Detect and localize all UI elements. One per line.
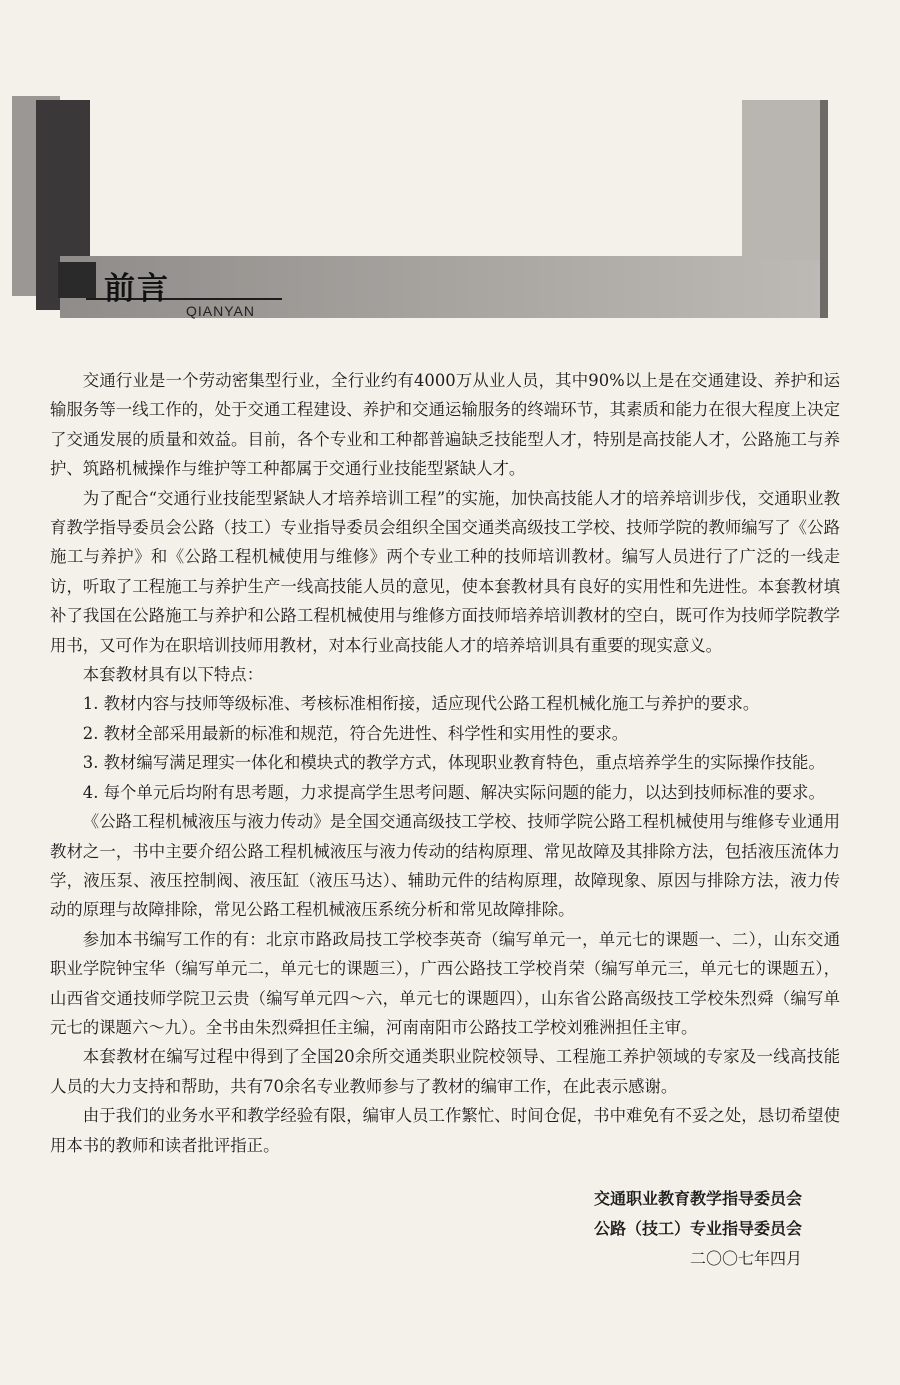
- paragraph: 为了配合“交通行业技能型紧缺人才培养培训工程”的实施，加快高技能人才的培养培训步伐，交通职业教育教学指导委员会公路（技工）专业指导委员会组织全国交通类高级技工学校、技师学院的教师编写了《公路施工与养护》和《公路工程机械使用与维修》两个专业工种的技师培训教材。编写人员进行了广泛的一线走访，听取了工程施工与养护生产一线高技能人员的意见，使本套教材具有良好的实用性和先进性。本套教材填补了我国在公路施工与养护和公路工程机械使用与维修方面技师培养培训教材的空白，既可作为技师学院教学用书，又可作为在职培训技师用教材，对本行业高技能人才的培养培训具有重要的现实意义。: [50, 488, 840, 655]
- paragraph: 《公路工程机械液压与液力传动》是全国交通高级技工学校、技师学院公路工程机械使用与维修专业通用教材之一，书中主要介绍公路工程机械液压与液力传动的结构原理、常见故障及其排除方法，包括液压流体力学，液压泵、液压控制阀、液压缸（液压马达）、辅助元件的结构原理，故障现象、原因与排除方法，液力传动的原理与故障排除，常见公路工程机械液压系统分析和常见故障排除。: [50, 812, 840, 920]
- signature-org-2: 公路（技工）专业指导委员会: [593, 1219, 802, 1238]
- header-decoration-right-strip: [820, 100, 828, 318]
- paragraph: 参加本书编写工作的有：北京市路政局技工学校李英奇（编写单元一，单元七的课题一、二），山东交通职业学院钟宝华（编写单元二，单元七的课题三），广西公路技工学校肖荣（编写单元三，单元七的课题五），山西省交通技师学院卫云贵（编写单元四～六，单元七的课题四），山东省公路高级技工学校朱烈舜（编写单元七的课题六～九）。全书由朱烈舜担任主编，河南南阳市公路技工学校刘雅洲担任主审。: [50, 929, 840, 1037]
- header-decoration-title-band: [60, 256, 824, 318]
- header-decoration-right-block: [742, 100, 824, 260]
- paragraph: 本套教材在编写过程中得到了全国20余所交通类职业院校领导、工程施工养护领域的专家及一线高技能人员的大力支持和帮助，共有70余名专业教师参与了教材的编审工作，在此表示感谢。: [50, 1047, 840, 1096]
- paragraph: 本套教材具有以下特点：: [82, 665, 264, 685]
- page-title-pinyin: QIANYAN: [186, 303, 255, 319]
- paragraph: 交通行业是一个劳动密集型行业，全行业约有4000万从业人员，其中90%以上是在交通建设、养护和运输服务等一线工作的，处于交通工程建设、养护和交通运输服务的终端环节，其素质和能力在很大程度上决定了交通发展的质量和效益。目前，各个专业和工种都普遍缺乏技能型人才，特别是高技能人才，公路施工与养护、筑路机械操作与维护等工种都属于交通行业技能型紧缺人才。: [50, 371, 840, 479]
- signature-date: 二〇〇七年四月: [689, 1249, 802, 1268]
- preface-body: [50, 366, 840, 1160]
- header-decoration-black-square: [58, 262, 96, 298]
- feature-list-item: 1. 教材内容与技师等级标准、考核标准相衔接，适应现代公路工程机械化施工与养护的要求。: [82, 694, 760, 714]
- paragraph: 由于我们的业务水平和教学经验有限，编审人员工作繁忙、时间仓促，书中难免有不妥之处，恳切希望使用本书的教师和读者批评指正。: [50, 1106, 840, 1155]
- signature-org-1: 交通职业教育教学指导委员会: [593, 1189, 802, 1208]
- feature-list-item: 3. 教材编写满足理实一体化和模块式的教学方式，体现职业教育特色，重点培养学生的实际操作技能。: [82, 753, 825, 773]
- page-title: 前言: [104, 271, 170, 307]
- feature-list-item: 4. 每个单元后均附有思考题，力求提高学生思考问题、解决实际问题的能力，以达到技师标准的要求。: [82, 782, 825, 802]
- feature-list-item: 2. 教材全部采用最新的标准和规范，符合先进性、科学性和实用性的要求。: [82, 723, 629, 743]
- signature-block: [594, 1184, 802, 1274]
